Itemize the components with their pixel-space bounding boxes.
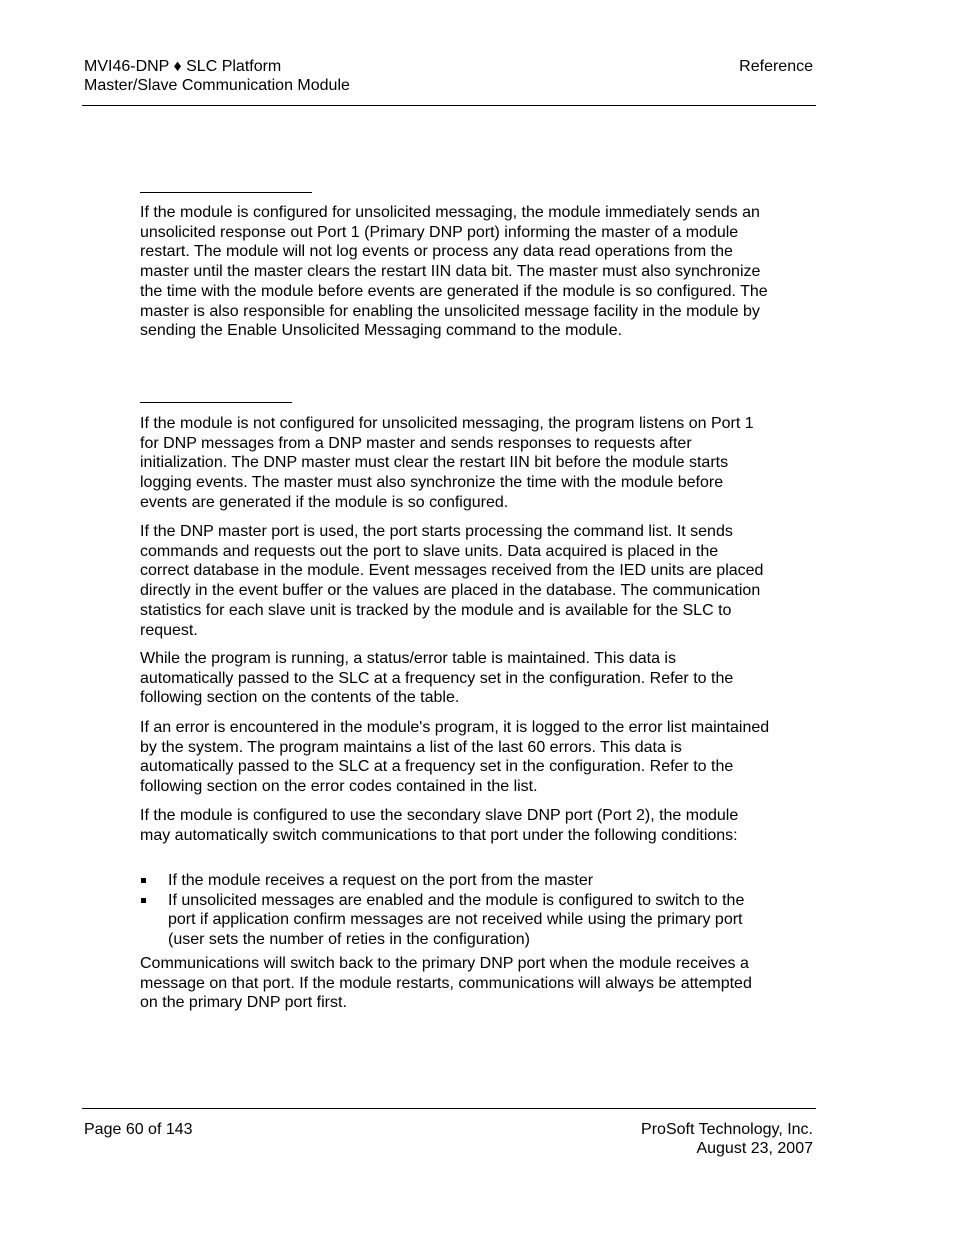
header-product-line: MVI46-DNP ♦ SLC Platform	[84, 58, 282, 75]
header-rule	[82, 105, 816, 106]
header-module-line: Master/Slave Communication Module	[84, 77, 350, 94]
header-section: Reference	[739, 58, 813, 75]
bullet-icon	[141, 898, 146, 903]
list-item	[140, 871, 770, 891]
footer-publisher	[641, 1120, 813, 1158]
list-item-text: If the module receives a request on the port from the master	[168, 872, 594, 889]
list-item	[140, 891, 770, 950]
paragraph-not-unsolicited: If the module is not configured for unsolicited messaging, the program listens on Port 1 for DNP messages from a DNP master and sends responses to requests after initialization. The DNP master must clear the restart IIN bit before the module starts logging events. The master must also synchronize the time with the module before events are generated if the module is so configured.	[140, 415, 754, 511]
paragraph-status-table: While the program is running, a status/error table is maintained. This data is automatically passed to the SLC at a frequency set in the configuration. Refer to the following section on the contents of the table.	[140, 650, 734, 707]
page-number: Page 60 of 143	[84, 1121, 193, 1138]
paragraph-master-port: If the DNP master port is used, the port starts processing the command list. It sends commands and requests out the port to slave units. Data acquired is placed in the correct database in the module. Event messages received from the IED units are placed directly in the event buffer or the values are placed in the database. The communication statistics for each slave unit is tracked by the module and is available for the SLC to request.	[140, 523, 764, 639]
header-title	[84, 57, 350, 95]
bullet-icon	[141, 878, 146, 883]
paragraph-error-list: If an error is encountered in the module's program, it is logged to the error list maintained by the system. The program maintains a list of the last 60 errors. This data is automatically passed to the SLC at a frequency set in the configuration. Refer to the following section on the error codes contained in the list.	[140, 719, 770, 796]
paragraph-switch-back: Communications will switch back to the primary DNP port when the module receives a message on that port. If the module restarts, communications will always be attempted on the primary DNP port first.	[140, 955, 752, 1012]
list-item-text: If unsolicited messages are enabled and the module is configured to switch to the port if application confirm messages are not received while using the primary port (user sets the number of reties in the configuration)	[168, 891, 745, 949]
paragraph-unsolicited: If the module is configured for unsolicited messaging, the module immediately sends an unsolicited response out Port 1 (Primary DNP port) informing the master of a module restart. The module will not log events or process any data read operations from the master until the master clears the restart IIN data bit. The master must also synchronize the time with the module before events are generated if the module is so configured. The master is also responsible for enabling the unsolicited message facility in the module by sending the Enable Unsolicited Messaging command to the module.	[140, 204, 768, 340]
section-divider-1	[140, 192, 312, 193]
switch-conditions-list	[140, 871, 770, 950]
section-divider-2	[140, 402, 292, 403]
publication-date: August 23, 2007	[696, 1140, 813, 1157]
company-name: ProSoft Technology, Inc.	[641, 1121, 813, 1138]
footer-rule	[82, 1108, 816, 1109]
paragraph-secondary-port: If the module is configured to use the secondary slave DNP port (Port 2), the module may automatically switch communications to that port under the following conditions:	[140, 807, 739, 844]
